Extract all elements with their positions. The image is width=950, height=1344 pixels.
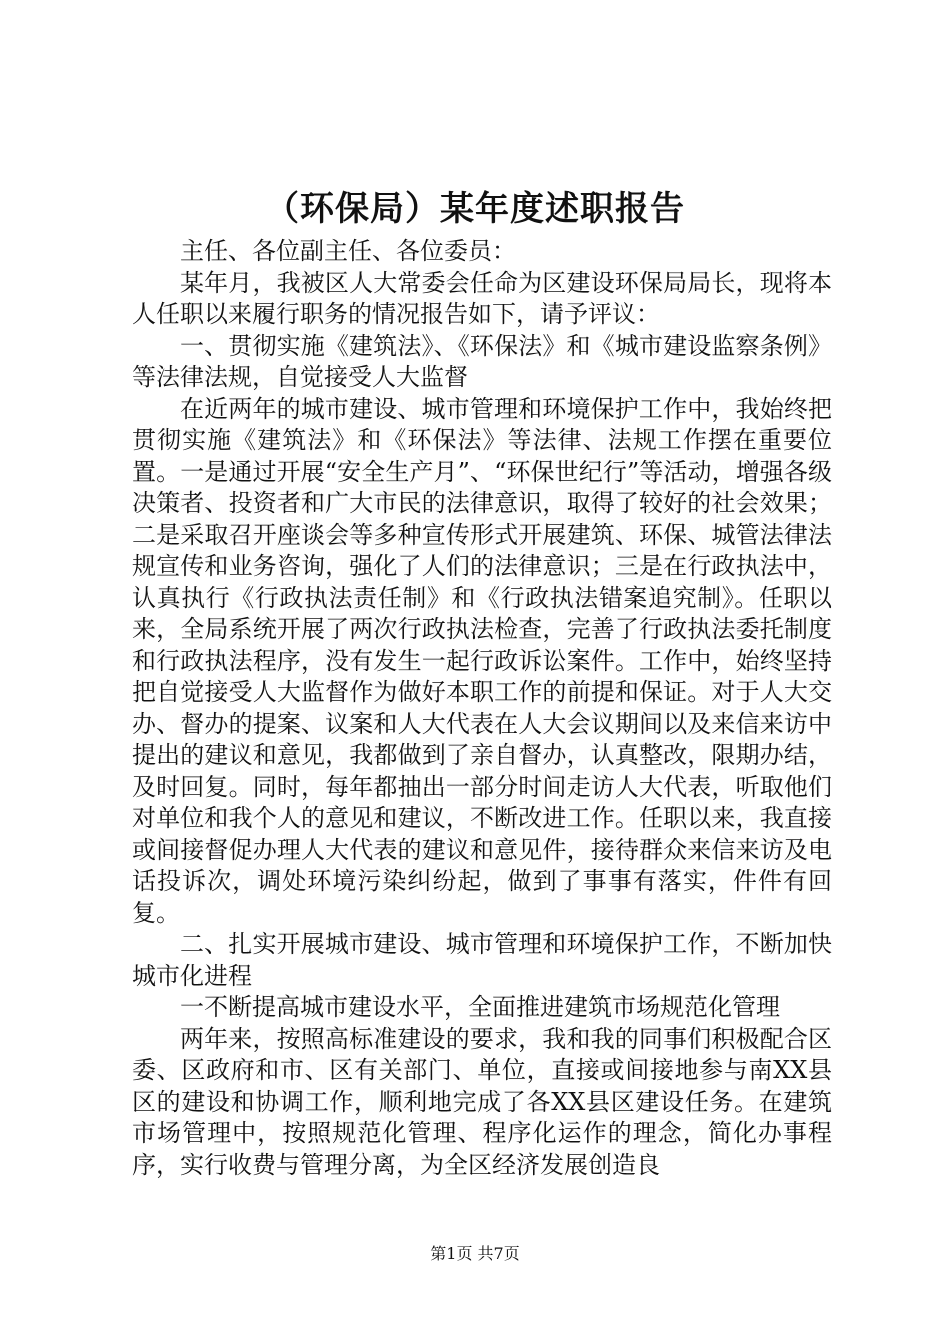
section-heading-1: 一、贯彻实施《建筑法》、《环保法》和《城市建设监察条例》等法律法规，自觉接受人大监督	[132, 331, 832, 391]
intro-paragraph: 某年月，我被区人大常委会任命为区建设环保局局长，现将本人任职以来履行职务的情况报告如下，请予评议：	[132, 268, 832, 328]
page-number-footer: 第1页 共7页	[430, 1244, 520, 1263]
section-heading-2: 二、扎实开展城市建设、城市管理和环境保护工作，不断加快城市化进程	[132, 930, 832, 990]
salutation-paragraph: 主任、各位副主任、各位委员：	[180, 237, 516, 265]
subsection-heading-1: 一不断提高城市建设水平，全面推进建筑市场规范化管理	[180, 993, 780, 1021]
body-paragraph: 两年来，按照高标准建设的要求，我和我的同事们积极配合区委、区政府和市、区有关部门、单位，直接或间接地参与南XX县区的建设和协调工作，顺利地完成了各XX县区建设任务。在建筑市场管理中，按照规范化管理、程序化运作的理念，简化办事程序，实行收费与管理分离，为全区经济发展创造良	[132, 1024, 832, 1179]
document-body	[132, 236, 832, 1181]
body-paragraph: 在近两年的城市建设、城市管理和环境保护工作中，我始终把贯彻实施《建筑法》和《环保法》等法律、法规工作摆在重要位置。一是通过开展“安全生产月”、“环保世纪行”等活动，增强各级决策者、投资者和广大市民的法律意识，取得了较好的社会效果；二是采取召开座谈会等多种宣传形式开展建筑、环保、城管法律法规宣传和业务咨询，强化了人们的法律意识；三是在行政执法中，认真执行《行政执法责任制》和《行政执法错案追究制》。任职以来，全局系统开展了两次行政执法检查，完善了行政执法委托制度和行政执法程序，没有发生一起行政诉讼案件。工作中，始终坚持把自觉接受人大监督作为做好本职工作的前提和保证。对于人大交办、督办的提案、议案和人大代表在人大会议期间以及来信来访中提出的建议和意见，我都做到了亲自督办，认真整改，限期办结，及时回复。同时，每年都抽出一部分时间走访人大代表，听取他们对单位和我个人的意见和建议，不断改进工作。任职以来，我直接或间接督促办理人大代表的建议和意见件，接待群众来信来访及电话投诉次，调处环境污染纠纷起，做到了事事有落实，件件有回复。	[132, 394, 832, 927]
document-title: （环保局）某年度述职报告	[265, 189, 685, 229]
